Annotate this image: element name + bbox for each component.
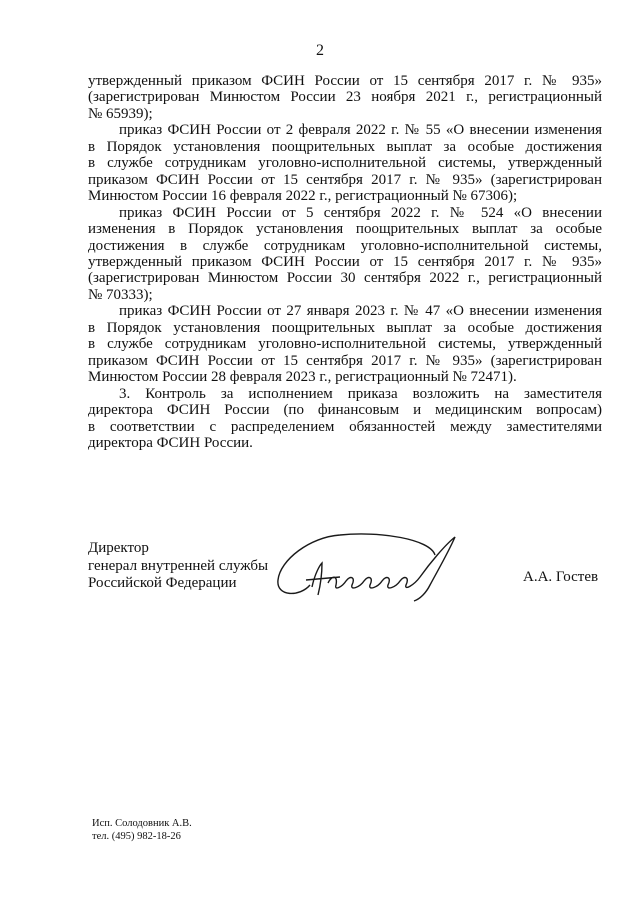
position-line: Директор xyxy=(88,540,149,556)
executor-phone: тел. (495) 982-18-26 xyxy=(92,831,181,842)
page-number: 2 xyxy=(316,42,324,59)
text-line: утвержденный приказом ФСИН России от 15 сентября 2017 г. № 935» xyxy=(88,73,602,89)
executor-info xyxy=(92,817,192,843)
text-line: Минюстом России 16 февраля 2022 г., регистрационный № 67306); xyxy=(88,188,518,205)
text-line: в Порядок установления поощрительных выплат за особые достижения xyxy=(88,319,602,336)
executor-name: Исп. Солодовник А.В. xyxy=(92,818,192,829)
text-line: в Порядок установления поощрительных выплат за особые достижения xyxy=(88,138,602,155)
text-line: (зарегистрирован Минюстом России 30 сентября 2022 г., регистрационный xyxy=(88,270,602,287)
text-line: приказом ФСИН России от 15 сентября 2017 г. № 935» (зарегистрирован xyxy=(88,171,602,188)
text-line: утвержденный приказом ФСИН России от 15 сентября 2017 г. № 935» xyxy=(88,253,602,270)
text-line: достижения в службе сотрудникам уголовно-исполнительной системы, xyxy=(88,237,602,254)
text-line: Минюстом России 28 февраля 2023 г., регистрационный № 72471). xyxy=(88,369,517,386)
document-body xyxy=(88,73,602,451)
position-line: генерал внутренней службы xyxy=(88,557,269,574)
paragraph xyxy=(88,122,602,204)
handwritten-signature xyxy=(270,525,470,605)
text-line: директора ФСИН России (по финансовым и медицинским вопросам) xyxy=(88,402,602,419)
text-line: приказом ФСИН России от 15 сентября 2017 г. № 935» (зарегистрирован xyxy=(88,352,602,369)
text-line: директора ФСИН России. xyxy=(88,434,253,451)
text-line: (зарегистрирован Минюстом России 23 ноября 2021 г., регистрационный xyxy=(88,89,602,106)
text-line: № 65939); xyxy=(88,105,153,122)
text-line: в службе сотрудникам уголовно-исполнительной системы, утвержденный xyxy=(88,155,602,172)
text-line: приказ ФСИН России от 27 января 2023 г. № 47 «О внесении изменения xyxy=(119,303,602,320)
paragraph xyxy=(88,205,602,304)
position-line: Российской Федерации xyxy=(88,575,237,591)
signatory-position xyxy=(88,540,268,593)
text-line: изменения в Порядок установления поощрительных выплат за особые xyxy=(88,221,602,238)
paragraph xyxy=(88,303,602,385)
text-line: приказ ФСИН России от 5 сентября 2022 г. № 524 «О внесении xyxy=(119,204,602,221)
text-line: 3. Контроль за исполнением приказа возложить на заместителя xyxy=(119,385,602,402)
text-line: в службе сотрудникам уголовно-исполнительной системы, утвержденный xyxy=(88,336,602,353)
text-line: № 70333); xyxy=(88,286,153,303)
signatory-name: А.А. Гостев xyxy=(523,569,599,585)
paragraph xyxy=(88,73,602,122)
text-line: приказ ФСИН России от 2 февраля 2022 г. № 55 «О внесении изменения xyxy=(119,122,602,139)
paragraph xyxy=(88,386,602,452)
text-line: в соответствии с распределением обязанностей между заместителями xyxy=(88,418,602,435)
